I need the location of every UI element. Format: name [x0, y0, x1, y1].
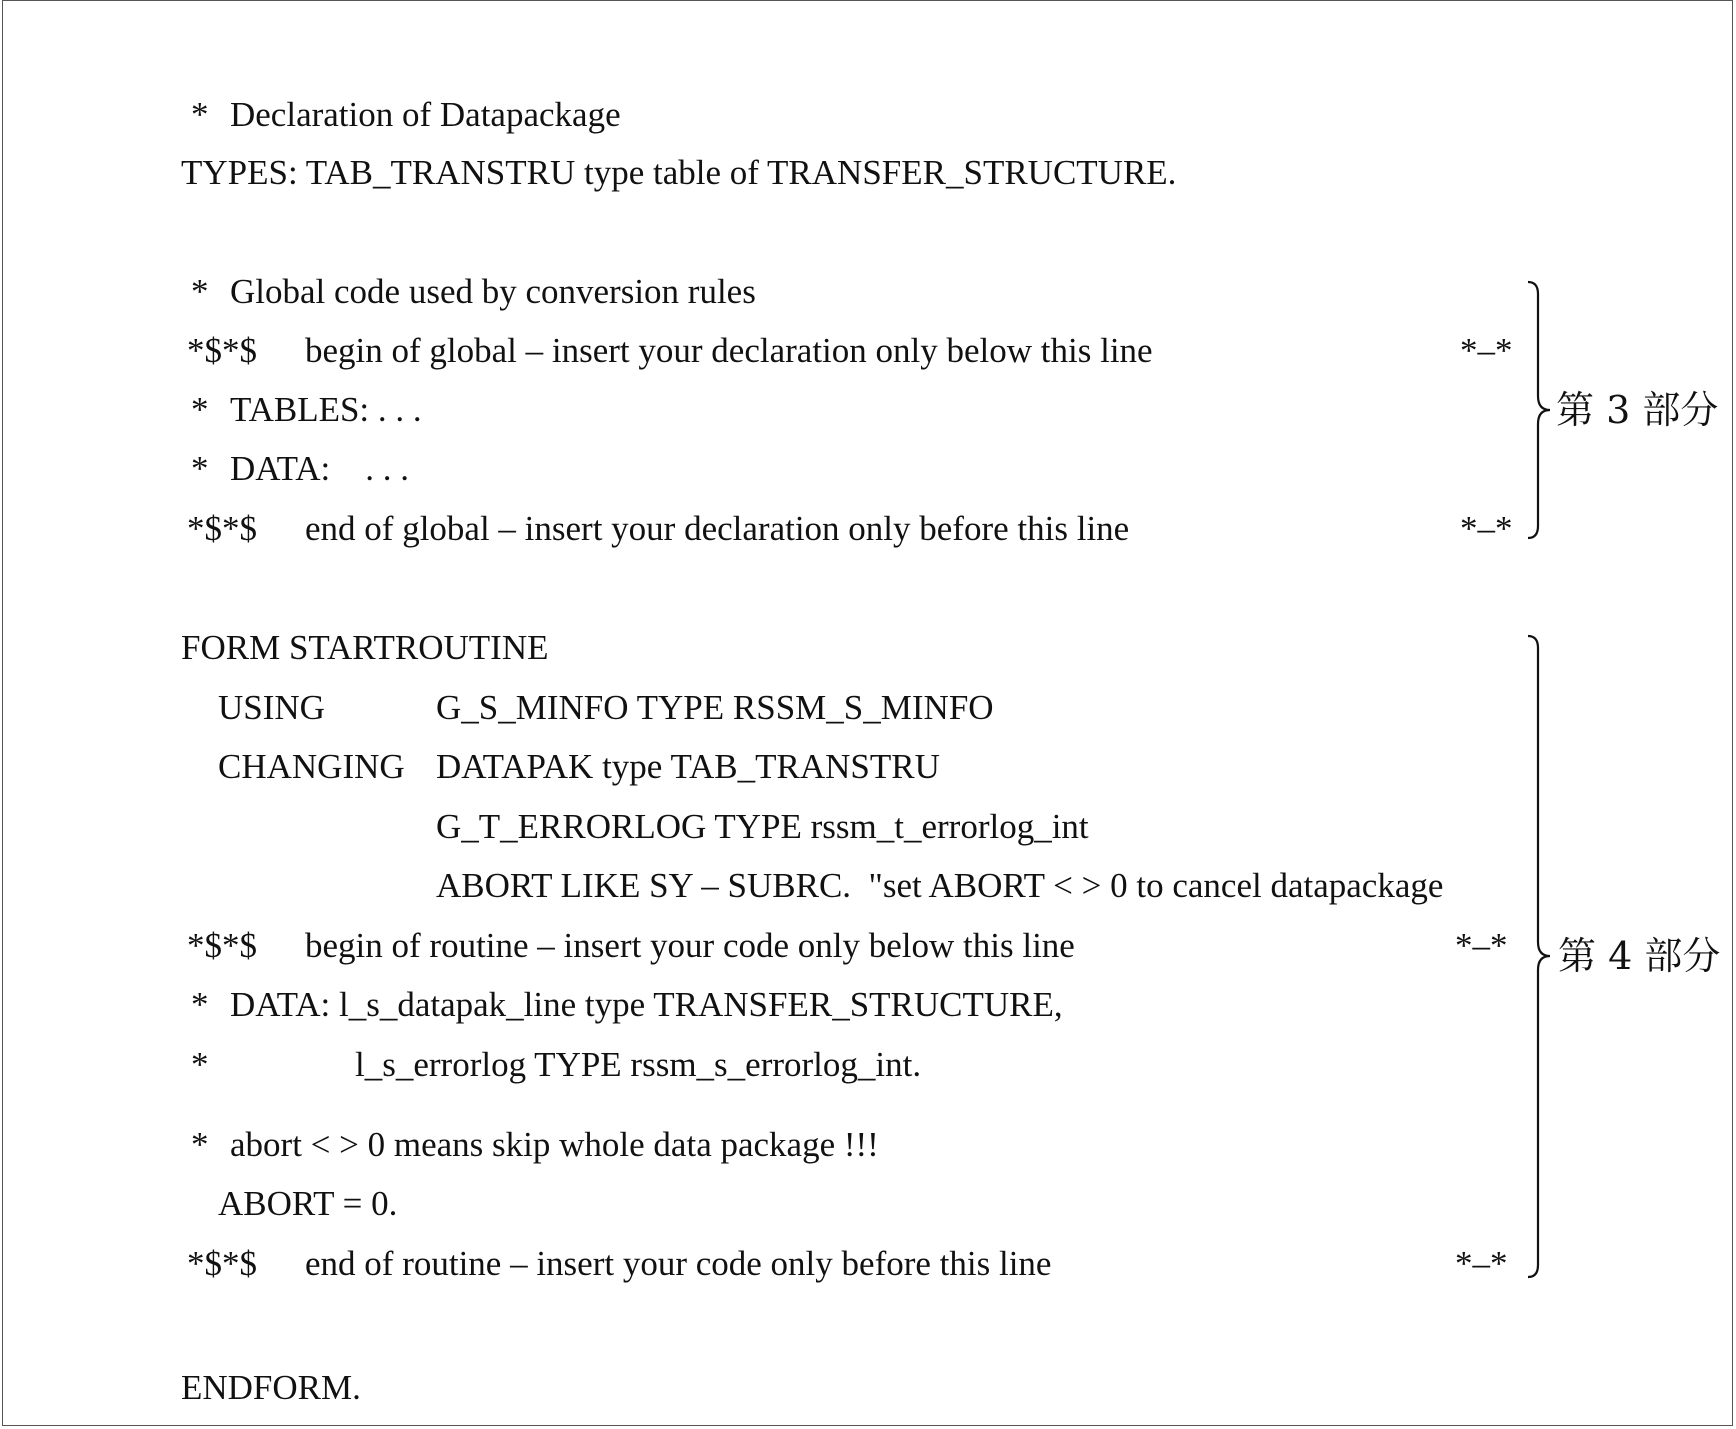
- comment-mark: *: [191, 95, 209, 134]
- end-global-end-mark: *–*: [1460, 509, 1513, 548]
- tables-line: TABLES: . . .: [230, 390, 422, 429]
- changing-keyword: CHANGING: [218, 747, 405, 786]
- using-keyword: USING: [218, 688, 325, 727]
- begin-global-text: begin of global – insert your declaration only below this line: [305, 331, 1153, 370]
- data-line: DATA: . . .: [230, 449, 409, 488]
- begin-routine-end-mark: *–*: [1455, 926, 1508, 965]
- abort-like-line: ABORT LIKE SY – SUBRC. "set ABORT < > 0 to cancel datapackage: [436, 866, 1444, 905]
- begin-routine-text: begin of routine – insert your code only below this line: [305, 926, 1075, 965]
- errorlog-line: G_T_ERRORLOG TYPE rssm_t_errorlog_int: [436, 807, 1089, 846]
- data-decl-line-1: DATA: l_s_datapak_line type TRANSFER_STRUCTURE,: [230, 985, 1063, 1024]
- part4-label: 第 4 部分: [1558, 934, 1721, 978]
- comment-mark: *: [191, 1125, 209, 1164]
- global-comment-text: Global code used by conversion rules: [230, 272, 756, 311]
- endform-line: ENDFORM.: [181, 1368, 361, 1407]
- begin-routine-mark: *$*$: [187, 926, 257, 965]
- comment-mark: *: [191, 1045, 209, 1084]
- types-line: TYPES: TAB_TRANSTRU type table of TRANSFER_STRUCTURE.: [181, 153, 1177, 192]
- comment-mark: *: [191, 390, 209, 429]
- part4-brace: [1524, 634, 1554, 1279]
- part3-brace: [1524, 280, 1554, 540]
- comment-mark: *: [191, 985, 209, 1024]
- begin-global-end-mark: *–*: [1460, 331, 1513, 370]
- using-text: G_S_MINFO TYPE RSSM_S_MINFO: [436, 688, 994, 727]
- comment-mark: *: [191, 449, 209, 488]
- end-routine-text: end of routine – insert your code only before this line: [305, 1244, 1052, 1283]
- end-global-text: end of global – insert your declaration only before this line: [305, 509, 1130, 548]
- decl-comment-text: Declaration of Datapackage: [230, 95, 621, 134]
- form-line: FORM STARTROUTINE: [181, 628, 549, 667]
- begin-global-mark: *$*$: [187, 331, 257, 370]
- end-global-mark: *$*$: [187, 509, 257, 548]
- part3-label: 第 3 部分: [1556, 388, 1719, 432]
- end-routine-mark: *$*$: [187, 1244, 257, 1283]
- abort-assign-line: ABORT = 0.: [218, 1184, 398, 1223]
- data-decl-line-2: l_s_errorlog TYPE rssm_s_errorlog_int.: [355, 1045, 922, 1084]
- changing-text: DATAPAK type TAB_TRANSTRU: [436, 747, 940, 786]
- comment-mark: *: [191, 272, 209, 311]
- abort-comment-text: abort < > 0 means skip whole data package !!!: [230, 1125, 879, 1164]
- end-routine-end-mark: *–*: [1455, 1244, 1508, 1283]
